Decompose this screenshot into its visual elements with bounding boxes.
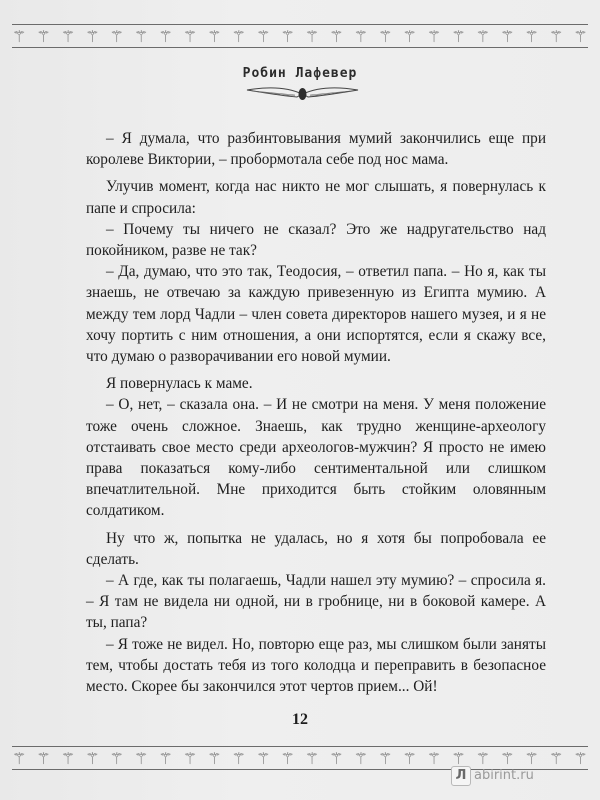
border-motif-icon: ⚚	[182, 26, 198, 46]
top-border-ornament	[12, 16, 588, 56]
border-motif-icon: ⚚	[134, 26, 149, 46]
border-motif-icon: ⚚	[426, 26, 442, 46]
border-motif-icon: ⚚	[475, 748, 491, 768]
border-motif-icon: ⚚	[548, 748, 564, 768]
paragraph: – А где, как ты полагаешь, Чадли нашел эту мумию? – спросила я. – Я там не видела ни одной, ни в гробнице, ни в боковой камере. А ты, папа?	[86, 572, 546, 632]
border-motif-icon: ⚚	[524, 748, 539, 768]
paragraph: – Да, думаю, что это так, Теодосия, – ответил папа. – Но я, как ты знаешь, не отвечаю за каждую привезенную из Египта мумию. А между тем лорд Чадли – член совета директоров нашего музея, и я не хочу портить с ним отношения, а они испортятся, если я скажу все, что думаю о разворачивании его новой мумии.	[86, 263, 546, 366]
border-motif-icon: ⚚	[158, 26, 173, 46]
border-motif-icon: ⚚	[500, 26, 515, 46]
border-motif-icon: ⚚	[231, 748, 246, 768]
border-motif-icon: ⚚	[109, 748, 124, 768]
border-motif-icon: ⚚	[207, 26, 222, 46]
paragraph: Я повернулась к маме.	[106, 375, 253, 393]
border-motif-icon: ⚚	[451, 748, 466, 768]
border-motif-icon: ⚚	[378, 26, 393, 46]
border-motif-icon: ⚚	[36, 26, 51, 46]
border-motif-icon: ⚚	[280, 748, 295, 768]
border-motif-icon: ⚚	[109, 26, 124, 46]
border-motif-icon: ⚚	[256, 26, 271, 46]
paragraph: – Почему ты ничего не сказал? Это же надругательство над покойником, разве не так?	[86, 220, 546, 260]
border-motif-icon: ⚚	[573, 748, 588, 768]
border-motif-icon: ⚚	[402, 26, 417, 46]
border-motif-icon: ⚚	[12, 26, 27, 46]
border-motif-icon: ⚚	[548, 26, 564, 46]
border-motif-icon: ⚚	[36, 748, 51, 768]
border-motif-icon: ⚚	[231, 26, 246, 46]
border-motif-icon: ⚚	[524, 26, 539, 46]
border-motif-icon: ⚚	[304, 26, 320, 46]
paragraph: Улучив момент, когда нас никто не мог слышать, я повернулась к папе и спросила:	[86, 178, 546, 217]
border-motif-icon: ⚚	[451, 26, 466, 46]
border-motif-icon: ⚚	[207, 748, 222, 768]
paragraph: – Я тоже не видел. Но, повторю еще раз, мы слишком были заняты тем, чтобы достать тебя из того колодца и переправить в безопасное место. Скорее бы закончился этот чертов прием... Ой!	[86, 635, 546, 696]
border-motif-icon: ⚚	[329, 748, 344, 768]
border-motif-icon: ⚚	[378, 748, 393, 768]
page-number: 12	[292, 711, 308, 728]
winged-scarab-icon	[245, 84, 360, 104]
border-motif-icon: ⚚	[280, 26, 295, 46]
store-watermark: abirint.ru	[474, 768, 534, 783]
border-motif-icon: ⚚	[353, 748, 369, 768]
border-motif-icon: ⚚	[158, 748, 173, 768]
border-motif-icon: ⚚	[60, 26, 76, 46]
border-motif-icon: ⚚	[426, 748, 442, 768]
border-motif-icon: ⚚	[329, 26, 344, 46]
border-motif-icon: ⚚	[85, 748, 100, 768]
border-motif-icon: ⚚	[134, 748, 149, 768]
border-motif-icon: ⚚	[402, 748, 417, 768]
border-motif-icon: ⚚	[500, 748, 515, 768]
border-motif-icon: ⚚	[475, 26, 491, 46]
border-motif-icon: ⚚	[256, 748, 271, 768]
border-motif-icon: ⚚	[182, 748, 198, 768]
border-motif-icon: ⚚	[573, 26, 588, 46]
store-logo-icon: Л	[451, 766, 471, 786]
border-motif-icon: ⚚	[353, 26, 369, 46]
body-text	[86, 128, 546, 697]
border-motif-icon: ⚚	[60, 748, 76, 768]
paragraph: – О, нет, – сказала она. – И не смотри на меня. У меня положение тоже очень сложное. Знаешь, как трудно женщине-археологу отстаивать свое место среди археологов-мужчин? Я просто не имею права показаться кому-либо сентиментальной или слишком впечатлительной. Мне приходится быть стойким оловянным солдатиком.	[86, 396, 546, 520]
paragraph: – Я думала, что разбинтовывания мумий закончились еще при королеве Виктории, – пробормотала себе под нос мама.	[86, 130, 546, 169]
running-head: Робин Лафевер	[242, 66, 358, 81]
border-motif-icon: ⚚	[85, 26, 100, 46]
border-motif-icon: ⚚	[12, 748, 27, 768]
border-motif-icon: ⚚	[304, 748, 320, 768]
paragraph: Ну что ж, попытка не удалась, но я хотя бы попробовала ее сделать.	[86, 529, 546, 568]
